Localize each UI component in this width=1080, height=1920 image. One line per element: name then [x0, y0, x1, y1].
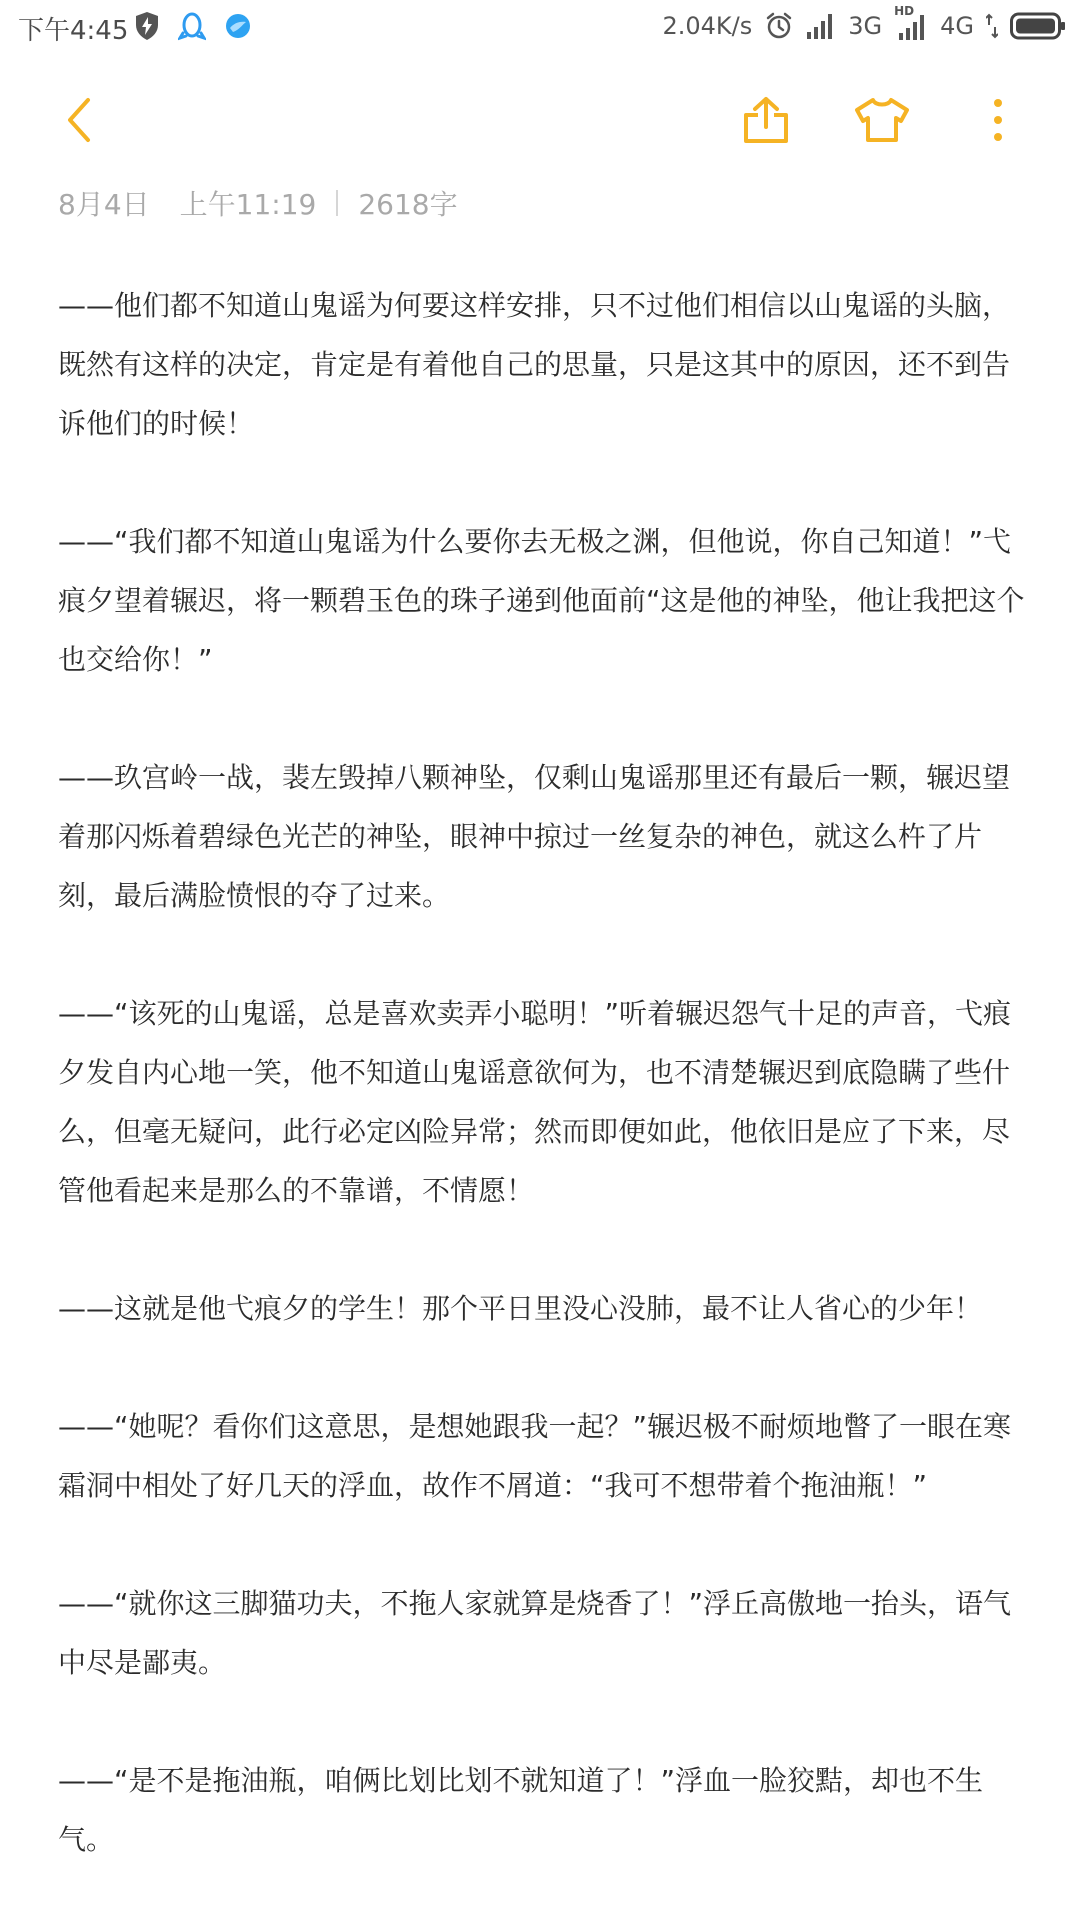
status-bar: [0, 0, 1080, 52]
data-arrows-icon: [986, 13, 998, 39]
note-paragraph: ——“就你这三脚猫功夫，不拖人家就算是烧香了！”浮丘高傲地一抬头，语气中尽是鄙夷。: [58, 1587, 1012, 1679]
note-paragraph: ——他们都不知道山鬼谣为何要这样安排，只不过他们相信以山鬼谣的头脑，既然有这样的决定，肯定是有着他自己的思量，只是这其中的原因，还不到告诉他们的时候！: [58, 289, 1011, 440]
toolbar: [0, 80, 1080, 160]
status-right-group: [662, 4, 1066, 44]
share-button[interactable]: [730, 80, 802, 160]
signal-icon: [806, 12, 836, 40]
note-paragraph: ——这就是他弋痕夕的学生！那个平日里没心没肺，最不让人省心的少年！: [58, 1292, 983, 1325]
note-paragraph: ——玖宫岭一战，裴左毁掉八颗神坠，仅剩山鬼谣那里还有最后一颗，辗迟望着那闪烁着碧绿色光芒的神坠，眼神中掠过一丝复杂的神色，就这么杵了片刻，最后满脸愤恨的夺了过来。: [58, 761, 1011, 912]
qq-penguin-icon: [178, 11, 206, 41]
note-paragraph: ——“该死的山鬼谣，总是喜欢卖弄小聪明！”听着辗迟怨气十足的声音，弋痕夕发自内心地一笑，他不知道山鬼谣意欲何为，也不清楚辗迟到底隐瞒了些什么，但毫无疑问，此行必定凶险异常；然而即便如此，他依旧是应了下来，尽管他看起来是那么的不靠谱，不情愿！: [58, 997, 1012, 1207]
network-hd: HD: [894, 4, 915, 18]
share-icon: [741, 95, 791, 145]
chevron-left-icon: [64, 96, 96, 144]
battery-icon: [1010, 12, 1066, 40]
note-paragraph: ——“是不是拖油瓶，咱俩比划比划不就知道了！”浮血一脸狡黠，却也不生气。: [58, 1764, 984, 1856]
shirt-icon: [853, 96, 911, 144]
note-paragraph: ——“她呢？看你们这意思，是想她跟我一起？”辗迟极不耐烦地瞥了一眼在寒霜洞中相处了好几天的浮血，故作不屑道：“我可不想带着个拖油瓶！”: [58, 1410, 1012, 1502]
word-count: 2618字: [358, 188, 458, 221]
alarm-icon: [764, 11, 794, 41]
note-paragraph: ——“我们都不知道山鬼谣为什么要你去无极之渊，但他说，你自己知道！”弋痕夕望着辗迟，将一颗碧玉色的珠子递到他面前“这是他的神坠，他让我把这个也交给你！”: [58, 525, 1025, 676]
bird-app-icon: [224, 11, 252, 41]
note-meta: [58, 183, 458, 223]
theme-button[interactable]: [846, 80, 918, 160]
more-vertical-icon: [992, 96, 1004, 144]
more-button[interactable]: [962, 80, 1034, 160]
note-body[interactable]: [58, 276, 1028, 1920]
net-speed: 2.04K/s: [662, 12, 753, 40]
note-date: 8月4日: [58, 188, 150, 221]
network-3g: 3G: [848, 12, 883, 40]
meta-divider: [336, 190, 338, 216]
back-button[interactable]: [44, 80, 116, 160]
signal-hd-icon: [898, 13, 928, 41]
note-time: 上午11:19: [179, 188, 317, 221]
status-time: 下午4:45: [18, 16, 129, 46]
shield-bolt-icon: [134, 11, 160, 41]
network-4g: 4G: [940, 12, 974, 40]
signal-hd-group: [894, 4, 928, 41]
